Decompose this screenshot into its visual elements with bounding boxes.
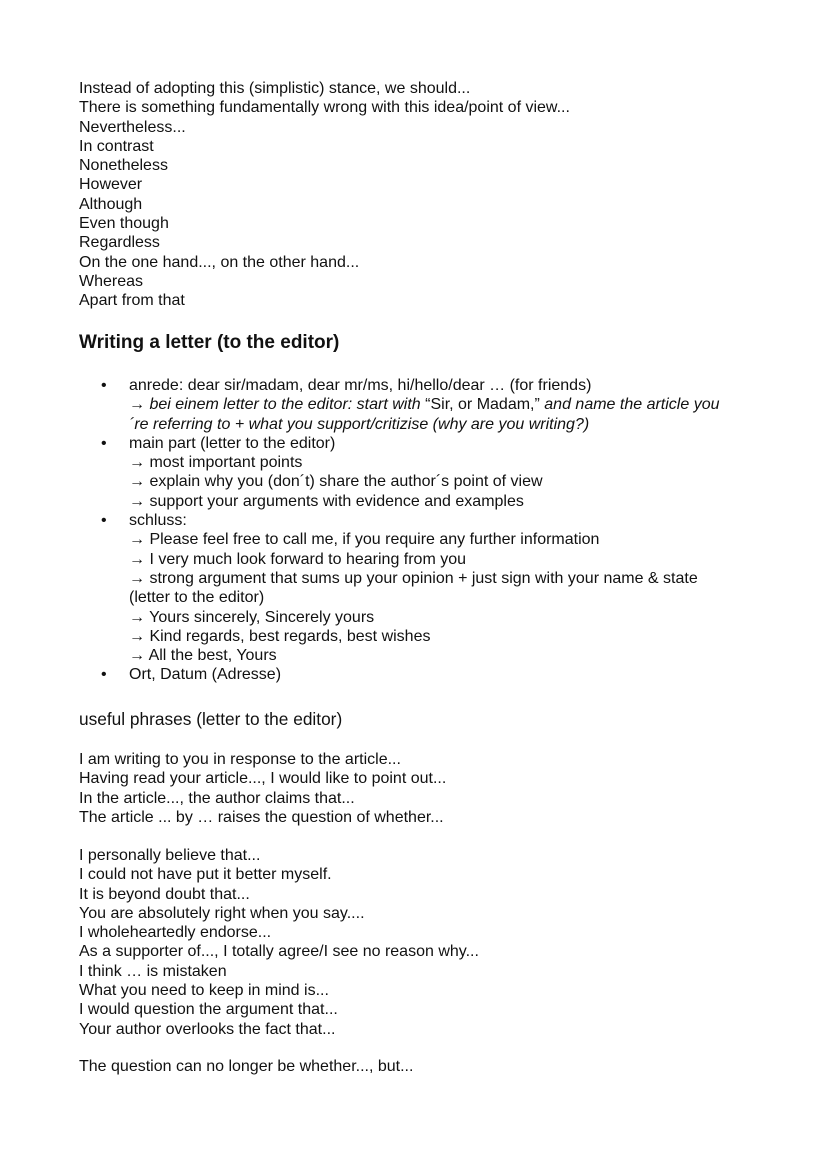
bullet-line-part: and name the article you [539,396,720,414]
intro-phrase: Regardless [79,234,160,252]
bullet-schluss [79,511,779,665]
bullet-line: → I very much look forward to hearing from you [129,550,467,568]
phrase: I am writing to you in response to the article... [79,751,401,768]
phrase: As a supporter of..., I totally agree/I see no reason why... [79,943,479,961]
intro-phrase: Whereas [79,272,144,290]
phrase: I could not have put it better myself. [79,866,332,884]
phrase: I personally believe that... [79,847,261,864]
bullet-line: Ort, Datum (Adresse) [129,666,282,684]
phrase: I wholeheartedly endorse... [79,924,272,942]
intro-phrase: Apart from that [79,292,185,310]
bullet-line: → Kind regards, best regards, best wishes [129,627,431,645]
intro-phrase-list [79,79,570,311]
bullet-dot-icon: • [101,512,107,530]
useful-phrases-heading: useful phrases (letter to the editor) [79,709,343,729]
intro-phrase: Instead of adopting this (simplistic) stance, we should... [79,80,471,97]
bullet-line-part: “Sir, or Madam,” [425,396,540,414]
bullet-line-part: → bei einem letter to the editor: start with [129,396,426,414]
intro-phrase: Nevertheless... [79,118,186,136]
phrase: I would question the argument that... [79,1001,338,1019]
bullet-line: (letter to the editor) [129,589,265,607]
bullet-line: → Please feel free to call me, if you require any further information [129,531,600,549]
intro-phrase: There is something fundamentally wrong with this idea/point of view... [79,99,570,117]
bullet-anrede [79,376,779,434]
bullet-line: schluss: [129,512,187,530]
phrase-group-opinion [79,846,479,1039]
bullet-dot-icon: • [101,666,107,684]
intro-phrase: In contrast [79,137,154,155]
final-phrase: The question can no longer be whether..., but... [79,1058,414,1075]
phrase: It is beyond doubt that... [79,885,250,903]
bullet-dot-icon: • [101,377,107,394]
phrase: In the article..., the author claims that... [79,789,355,807]
bullet-line [129,395,779,414]
intro-phrase: Although [79,195,143,213]
phrase: Having read your article..., I would like to point out... [79,770,447,788]
intro-phrase: Nonetheless [79,157,168,175]
intro-phrase: Even though [79,215,169,233]
bullet-main-part [79,434,779,511]
bullet-line: → support your arguments with evidence and examples [129,492,524,510]
phrase: The article ... by … raises the question of whether... [79,808,444,826]
letter-structure-list [79,376,779,685]
bullet-line: → most important points [129,454,303,472]
bullet-dot-icon: • [101,434,107,452]
bullet-line: → strong argument that sums up your opinion + just sign with your name & state [129,569,698,587]
phrase: You are absolutely right when you say.... [79,904,365,922]
bullet-line: anrede: dear sir/madam, dear mr/ms, hi/hello/dear … (for friends) [129,377,592,394]
phrase: Your author overlooks the fact that... [79,1020,336,1038]
bullet-ort [79,665,779,684]
bullet-line: ´re referring to + what you support/critizise (why are you writing?) [129,415,590,433]
phrase-group-opening [79,750,446,827]
bullet-line: → explain why you (don´t) share the author´s point of view [129,473,543,491]
phrase: I think … is mistaken [79,962,227,980]
bullet-line: → Yours sincerely, Sincerely yours [129,608,375,626]
bullet-line: main part (letter to the editor) [129,434,336,452]
intro-phrase: On the one hand..., on the other hand... [79,253,360,271]
intro-phrase: However [79,176,143,194]
phrase: What you need to keep in mind is... [79,982,329,1000]
bullet-line: → All the best, Yours [129,647,277,665]
section-heading: Writing a letter (to the editor) [79,332,340,353]
